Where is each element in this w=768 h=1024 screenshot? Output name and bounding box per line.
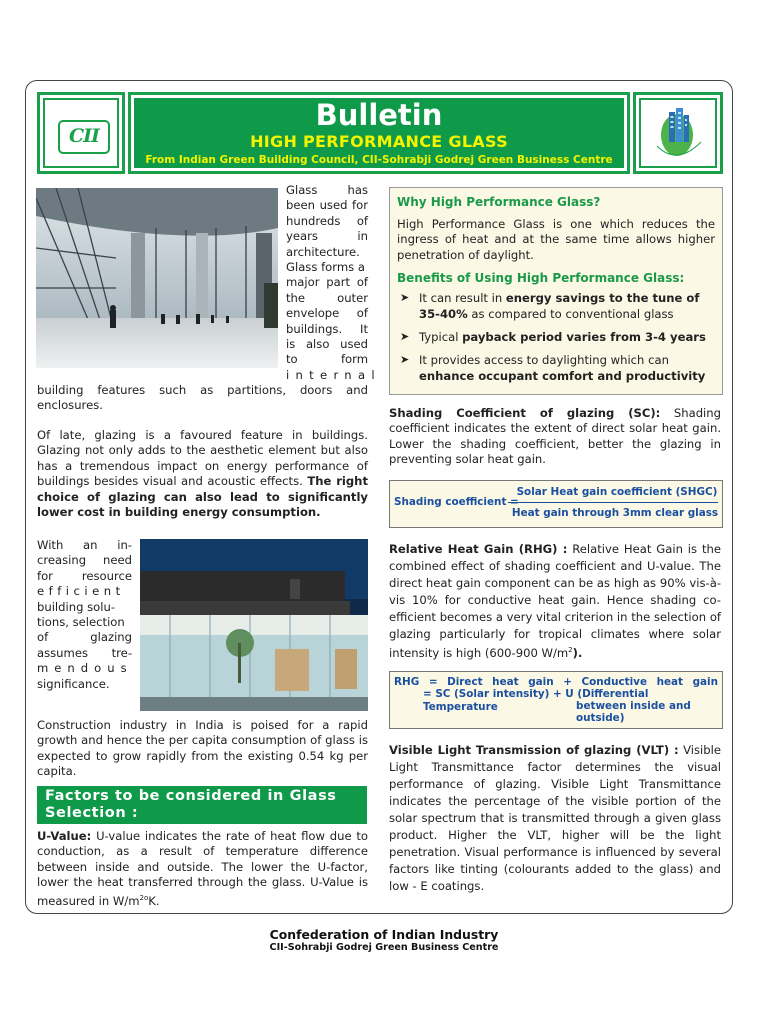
side2-line: tions, selection <box>37 615 125 630</box>
formula-fraction-line <box>508 502 718 503</box>
intro-p2-emphasis: The right choice of glazing can also lead to significantly lower cost in building energy consumption. <box>37 474 368 520</box>
benefits-title: Benefits of Using High Performance Glass: <box>397 271 685 286</box>
uvalue-sup: 2o <box>139 893 149 902</box>
benefit-item <box>397 329 715 345</box>
benefit-emphasis: enhance occupant comfort and productivity <box>419 369 706 384</box>
side2-line: mendous <box>37 661 133 676</box>
benefit-text: It provides access to daylighting which can <box>419 353 669 368</box>
intro-line: architecture. <box>286 244 360 259</box>
formula-numerator: Solar Heat gain coefficient (SHGC) <box>516 486 718 498</box>
intro-line: years in <box>286 229 368 244</box>
intro-line: Glass forms a <box>286 260 365 275</box>
intro-line: major part of <box>286 275 368 290</box>
formula-denominator: Heat gain through 3mm clear glass <box>511 507 719 519</box>
intro-line: is also used <box>286 337 368 352</box>
bullet-arrow-icon: ➤ <box>400 330 410 344</box>
rhg-sup: 2 <box>568 646 573 655</box>
glass-building-photo <box>140 539 368 711</box>
igbc-logo-box <box>633 92 723 174</box>
benefit-item <box>397 352 715 384</box>
page-title: Bulletin <box>315 98 443 132</box>
benefit-text-end: as compared to conventional glass <box>467 307 674 322</box>
intro-paragraph-3: Construction industry in India is poised for a rapid growth and hence the per capita consumption of glass is expected to grow rapidly from the existing 0.54 kg per capita. <box>37 718 368 779</box>
side2-line: assumes tre- <box>37 645 132 660</box>
intro-line: Glass has <box>286 183 368 197</box>
factors-heading <box>37 786 367 824</box>
intro-side-text <box>286 183 381 383</box>
uvalue-unit-end: K. <box>148 893 160 908</box>
uvalue-paragraph <box>37 829 368 909</box>
footer-organization: Confederation of Indian Industry <box>269 927 499 942</box>
intro-p2-text: Of late, glazing is a favoured feature in buildings. Glazing not only adds to the aesthetic element but also has a tremendous impact on energy performance of buildings besides visual and acoustic effects. <box>37 428 368 489</box>
side2-line: for resource <box>37 568 132 583</box>
rhg-text-end: ). <box>572 646 583 661</box>
cii-logo-box <box>37 92 125 174</box>
igbc-logo <box>643 102 715 166</box>
rhg-formula-box <box>389 671 723 729</box>
cii-logo: CII <box>58 120 110 154</box>
shading-text: Shading coefficient indicates the extent of direct solar heat gain. Lower the shading coefficient, better the glazing in preventing solar heat gain. <box>389 406 721 467</box>
benefit-emphasis: payback period varies from 3-4 years <box>462 330 706 345</box>
bullet-arrow-icon: ➤ <box>400 291 410 305</box>
glass-atrium-photo <box>36 188 278 368</box>
vlt-label: Visible Light Transmission of glazing (VLT) : <box>389 743 679 757</box>
benefit-text: It can result in <box>419 291 506 306</box>
intro-line: hundreds of <box>286 213 368 228</box>
header-banner <box>128 92 630 174</box>
rhg-formula-line: RHG = Direct heat gain + Conductive heat gain <box>394 676 718 688</box>
intro-line: to form <box>286 352 368 367</box>
side2-line: efficient <box>37 584 125 599</box>
side2-line: of glazing <box>37 630 132 645</box>
footer-centre: CII-Sohrabji Godrej Green Business Centre <box>269 942 499 953</box>
intro-line: the outer <box>286 290 368 305</box>
side2-line: With an in- <box>37 538 132 552</box>
side2-line: creasing need <box>37 553 132 568</box>
benefit-emphasis: energy savings to the tune of 35-40% <box>419 291 700 322</box>
vlt-paragraph <box>389 742 721 895</box>
source-line: From Indian Green Building Council, CII-Sohrabji Godrej Green Business Centre <box>145 154 613 166</box>
shading-formula-box <box>389 480 723 528</box>
bullet-arrow-icon: ➤ <box>400 353 410 367</box>
side2-line: building solu- <box>37 599 116 614</box>
rhg-text: Relative Heat Gain is the combined effect of shading coefficient and U-value. The direct heat gain component can be as high as 90% vis-à-vis 10% for conductive heat gain. Hence shading co-efficient becomes a very vital criterion in the selection of glazing particularly for tropical climates where solar intensity is high (600-900 W/m <box>389 542 721 661</box>
why-title: Why High Performance Glass? <box>397 195 601 209</box>
intro-line: envelope of <box>286 306 368 321</box>
rhg-label: Relative Heat Gain (RHG) : <box>389 542 568 556</box>
intro-line: internal <box>286 367 381 382</box>
factors-heading-text: Factors to be considered in Glass Selection : <box>45 788 337 821</box>
rhg-paragraph <box>389 541 721 662</box>
why-high-performance-box <box>389 187 723 395</box>
shading-label: Shading Coefficient of glazing (SC): <box>389 406 661 420</box>
intro-paragraph-2 <box>37 428 368 520</box>
benefit-item <box>397 290 715 322</box>
intro-side-text-2 <box>37 538 132 692</box>
benefits-list <box>397 290 715 384</box>
why-text: High Performance Glass is one which reduces the ingress of heat and at the same time allows higher penetration of daylight. <box>397 217 715 262</box>
intro-line: been used for <box>286 198 368 213</box>
intro-line: buildings. It <box>286 321 368 336</box>
page-subtitle: HIGH PERFORMANCE GLASS <box>250 132 508 151</box>
rhg-formula-line: outside) <box>576 712 625 724</box>
rhg-formula-line: between inside and <box>576 700 691 712</box>
uvalue-label: U-Value: <box>37 829 92 843</box>
benefit-text: Typical <box>419 330 463 345</box>
shading-paragraph <box>389 406 721 468</box>
side2-line: significance. <box>37 676 110 691</box>
formula-lhs: Shading coefficient = <box>394 496 519 508</box>
vlt-text: Visible Light Transmittance factor determines the visual performance of glazing. Visible Light Transmittance indicates the percentage of the visible portion of the solar spectrum that is transmitted through a given glass product. Higher the VLT, higher will be the light penetration. Visual performance is influenced by several factors like tinting (colourants added to the glass) and low - E coatings. <box>389 743 721 893</box>
rhg-formula-line: = SC (Solar intensity) + U (Differential Temperature <box>423 688 649 713</box>
intro-continuation: building features such as partitions, doors and enclosures. <box>37 383 368 413</box>
uvalue-text: U-value indicates the rate of heat flow due to conduction, as a result of temperature difference between inside and outside. The lower the U-factor, lower the heat transferred through the glass. U-Value is measured in W/m <box>37 829 368 908</box>
